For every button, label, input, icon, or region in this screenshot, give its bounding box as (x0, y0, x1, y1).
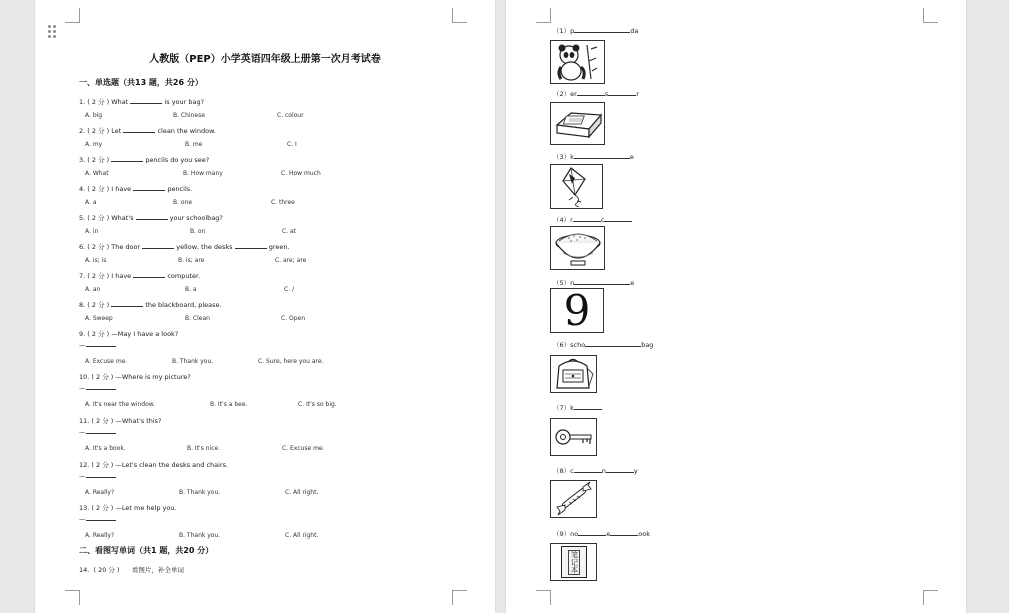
document-title: 人教版（PEP）小学英语四年级上册第一次月考试卷 (149, 54, 381, 65)
option-c: C. / (284, 286, 295, 293)
given-letters: r (570, 216, 573, 224)
option-b: B. Clean (185, 315, 210, 322)
option-b: B. Thank you. (172, 358, 214, 365)
option-b: B. Thank you. (179, 489, 221, 496)
question-stem: 12. ( 2 分 ) —Let's clean the desks and chairs. (79, 461, 231, 469)
option-b: B. me (185, 141, 203, 148)
option-b: B. It's nice. (187, 445, 221, 452)
question-stem: 7. ( 2 分 ) I have computer. (79, 272, 201, 280)
schoolbag-icon (550, 355, 597, 393)
dialogue-answer-line: — (79, 427, 116, 436)
option-a: A. Really? (85, 532, 115, 539)
answer-blank (136, 213, 168, 220)
option-c: C. All right. (285, 532, 319, 539)
option-c: C. are; are (275, 257, 307, 264)
page-corner-mark (65, 590, 80, 605)
given-letters: scho (570, 341, 586, 349)
given-letters: k (570, 153, 574, 161)
letter-blank (608, 89, 636, 96)
option-c: C. Open (281, 315, 306, 322)
question-stem: 1. ( 2 分 ) What is your bag? (79, 98, 205, 106)
section-heading-single-choice: 一、单选题（共13 题，共26 分） (79, 78, 203, 87)
item-number: （5） (553, 279, 571, 287)
option-a: A. in (85, 228, 99, 235)
letter-blank (602, 278, 630, 285)
given-letters: er (570, 90, 577, 98)
letter-blank (602, 152, 630, 159)
option-a: A. is; is (85, 257, 107, 264)
answer-blank (86, 383, 116, 390)
option-a: A. Really? (85, 489, 115, 496)
page-corner-mark (923, 590, 938, 605)
nine-icon (550, 288, 604, 333)
letter-blank (573, 215, 601, 222)
picture-item-label (553, 278, 634, 287)
picture-item-label (553, 89, 639, 98)
letter-blank (578, 529, 606, 536)
option-b: B. Chinese (173, 112, 205, 119)
answer-blank (133, 271, 165, 278)
option-a: A. Excuse me. (85, 358, 128, 365)
candy-icon (550, 480, 597, 518)
option-c: C. I (287, 141, 297, 148)
item-number: （4） (553, 216, 571, 224)
option-a: A. big (85, 112, 103, 119)
answer-blank (86, 471, 116, 478)
option-a: A. Sweep (85, 315, 113, 322)
item-number: （1） (553, 27, 571, 35)
answer-blank (123, 126, 155, 133)
item-number: （8） (553, 467, 571, 475)
item-number: （3） (553, 153, 571, 161)
letter-blank (606, 466, 634, 473)
given-letters: k (570, 404, 574, 412)
digit-nine: 9 (563, 288, 591, 333)
picture-item-label (553, 152, 634, 161)
question-stem: 5. ( 2 分 ) What's your schoolbag? (79, 214, 223, 222)
page-corner-mark (923, 8, 938, 23)
kite-icon (550, 164, 603, 209)
key-icon (550, 418, 597, 456)
page-corner-mark (452, 590, 467, 605)
panda-icon (550, 40, 605, 84)
option-a: A. my (85, 141, 103, 148)
picture-item-label (553, 403, 602, 412)
option-c: C. Excuse me. (282, 445, 325, 452)
dialogue-answer-line: — (79, 340, 116, 349)
page-left (35, 0, 495, 613)
picture-item-label (553, 340, 653, 349)
given-letters: e (629, 153, 634, 161)
option-b: B. on (190, 228, 206, 235)
given-letters: s (604, 90, 609, 98)
picture-item-label (553, 529, 650, 538)
question-stem: 13. ( 2 分 ) —Let me help you. (79, 504, 179, 512)
option-c: C. Sure, here you are. (258, 358, 324, 365)
option-a: A. It's near the window. (85, 401, 156, 408)
given-letters: e (606, 530, 611, 538)
letter-blank (585, 340, 613, 347)
answer-blank (111, 300, 143, 307)
option-a: A. an (85, 286, 101, 293)
letter-blank (604, 215, 632, 222)
letter-blank (574, 26, 602, 33)
given-letters: c (600, 216, 605, 224)
item-number: （2） (553, 90, 571, 98)
dialogue-answer-line: — (79, 383, 116, 392)
given-letters: c (570, 467, 574, 475)
letter-blank (610, 529, 638, 536)
given-letters: ook (638, 530, 650, 538)
question-stem: 3. ( 2 分 ) pencils do you see? (79, 156, 210, 164)
option-b: B. It's a bee. (210, 401, 248, 408)
option-c: C. It's so big. (298, 401, 337, 408)
dialogue-answer-line: — (79, 514, 116, 523)
option-c: C. three (271, 199, 295, 206)
given-letters: p (570, 27, 575, 35)
picture-item-label (553, 215, 632, 224)
answer-blank (111, 155, 143, 162)
question-stem: 10. ( 2 分 ) —Where is my picture? (79, 373, 193, 381)
notebook-icon (550, 543, 597, 581)
option-b: B. one (173, 199, 193, 206)
letter-blank (574, 403, 602, 410)
answer-blank (86, 514, 116, 521)
given-letters: e (630, 279, 635, 287)
option-a: A. a (85, 199, 97, 206)
given-letters: r (636, 90, 639, 98)
notebook-title: 笔记本 (570, 551, 579, 574)
given-letters: no (570, 530, 579, 538)
drag-handle-icon[interactable] (48, 25, 58, 39)
page-corner-mark (452, 8, 467, 23)
given-letters: n (601, 467, 606, 475)
given-letters: y (633, 467, 638, 475)
item-number: （9） (553, 530, 571, 538)
option-c: C. colour (277, 112, 304, 119)
notebook-cover (561, 546, 587, 578)
given-letters: da (630, 27, 639, 35)
option-c: C. All right. (285, 489, 319, 496)
option-a: A. It's a book. (85, 445, 126, 452)
option-c: C. at (282, 228, 297, 235)
answer-blank (235, 242, 267, 249)
option-c: C. How much (281, 170, 321, 177)
item-number: （6） (553, 341, 571, 349)
option-b: B. is; are (178, 257, 205, 264)
rice-icon (550, 226, 605, 270)
given-letters: bag (641, 341, 654, 349)
answer-blank (86, 427, 116, 434)
question-stem: 11. ( 2 分 ) —What's this? (79, 417, 164, 425)
letter-blank (613, 340, 641, 347)
item-number: （7） (553, 404, 571, 412)
page-corner-mark (536, 590, 551, 605)
page-corner-mark (65, 8, 80, 23)
picture-item-label (553, 466, 638, 475)
question-stem: 8. ( 2 分 ) the blackboard, please. (79, 301, 222, 309)
question-14-stem: 14. ( 20 分 ) 看图片，补全单词 (79, 566, 184, 574)
question-stem: 4. ( 2 分 ) I have pencils. (79, 185, 193, 193)
page-corner-mark (536, 8, 551, 23)
letter-blank (602, 26, 630, 33)
answer-blank (142, 242, 174, 249)
letter-blank (574, 152, 602, 159)
dialogue-answer-line: — (79, 471, 116, 480)
answer-blank (130, 97, 162, 104)
option-b: B. How many (183, 170, 223, 177)
answer-blank (133, 184, 165, 191)
eraser-icon (550, 102, 605, 145)
question-stem: 9. ( 2 分 ) —May I have a look? (79, 330, 181, 338)
letter-blank (574, 278, 602, 285)
given-letters: n (570, 279, 575, 287)
option-b: B. a (185, 286, 197, 293)
letter-blank (574, 466, 602, 473)
option-b: B. Thank you. (179, 532, 221, 539)
letter-blank (577, 89, 605, 96)
section-heading-picture-words: 二、看图写单词（共1 题，共20 分） (79, 546, 214, 555)
question-stem: 2. ( 2 分 ) Let clean the window. (79, 127, 216, 135)
page-right (506, 0, 966, 613)
picture-item-label (553, 26, 638, 35)
answer-blank (86, 340, 116, 347)
question-stem: 6. ( 2 分 ) The door yellow, the desks green. (79, 243, 290, 251)
option-a: A. What (85, 170, 109, 177)
